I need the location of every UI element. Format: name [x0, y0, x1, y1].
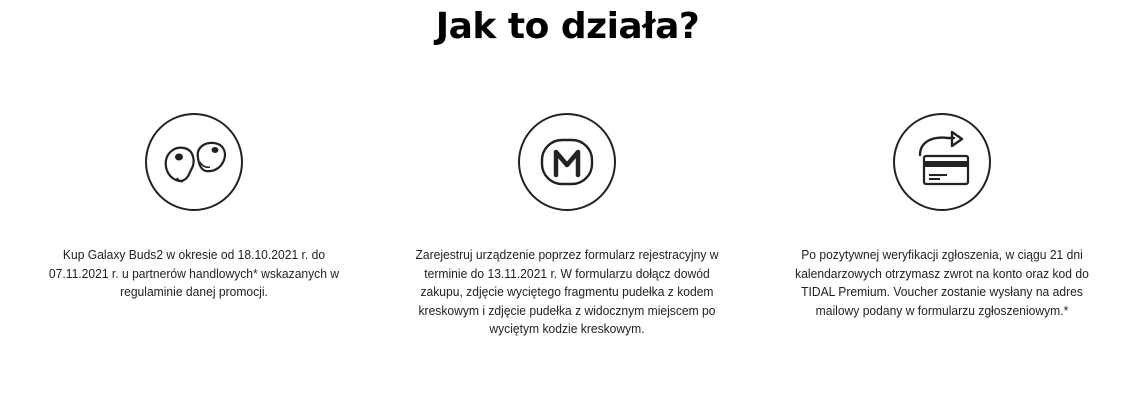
- step-register: [397, 112, 737, 339]
- step-purchase: [24, 112, 364, 302]
- step-refund: [772, 112, 1112, 320]
- members-m-icon: [517, 112, 617, 212]
- step-refund-text: Po pozytywnej weryfikacji zgłoszenia, w ciągu 21 dni kalendarzowych otrzymasz zwrot na konto oraz kod do TIDAL Premium. Voucher zostanie wysłany na adres mailowy podany w formularzu zgłoszeniowym.*: [795, 247, 1089, 318]
- page-title: Jak to działa?: [435, 6, 700, 47]
- step-register-text: Zarejestruj urządzenie poprzez formularz rejestracyjny w terminie do 13.11.2021 r. W formularzu dołącz dowód zakupu, zdjęcie wyciętego fragmentu pudełka z kodem kreskowym i zdjęcie pudełka z widocznym miejscem po wyciętym kodzie kreskowym.: [415, 247, 719, 336]
- card-refund-icon: [892, 112, 992, 212]
- earbuds-icon: [144, 112, 244, 212]
- step-purchase-text: Kup Galaxy Buds2 w okresie od 18.10.2021 r. do 07.11.2021 r. u partnerów handlowych* wskazanych w regulaminie danej promocji.: [48, 247, 340, 299]
